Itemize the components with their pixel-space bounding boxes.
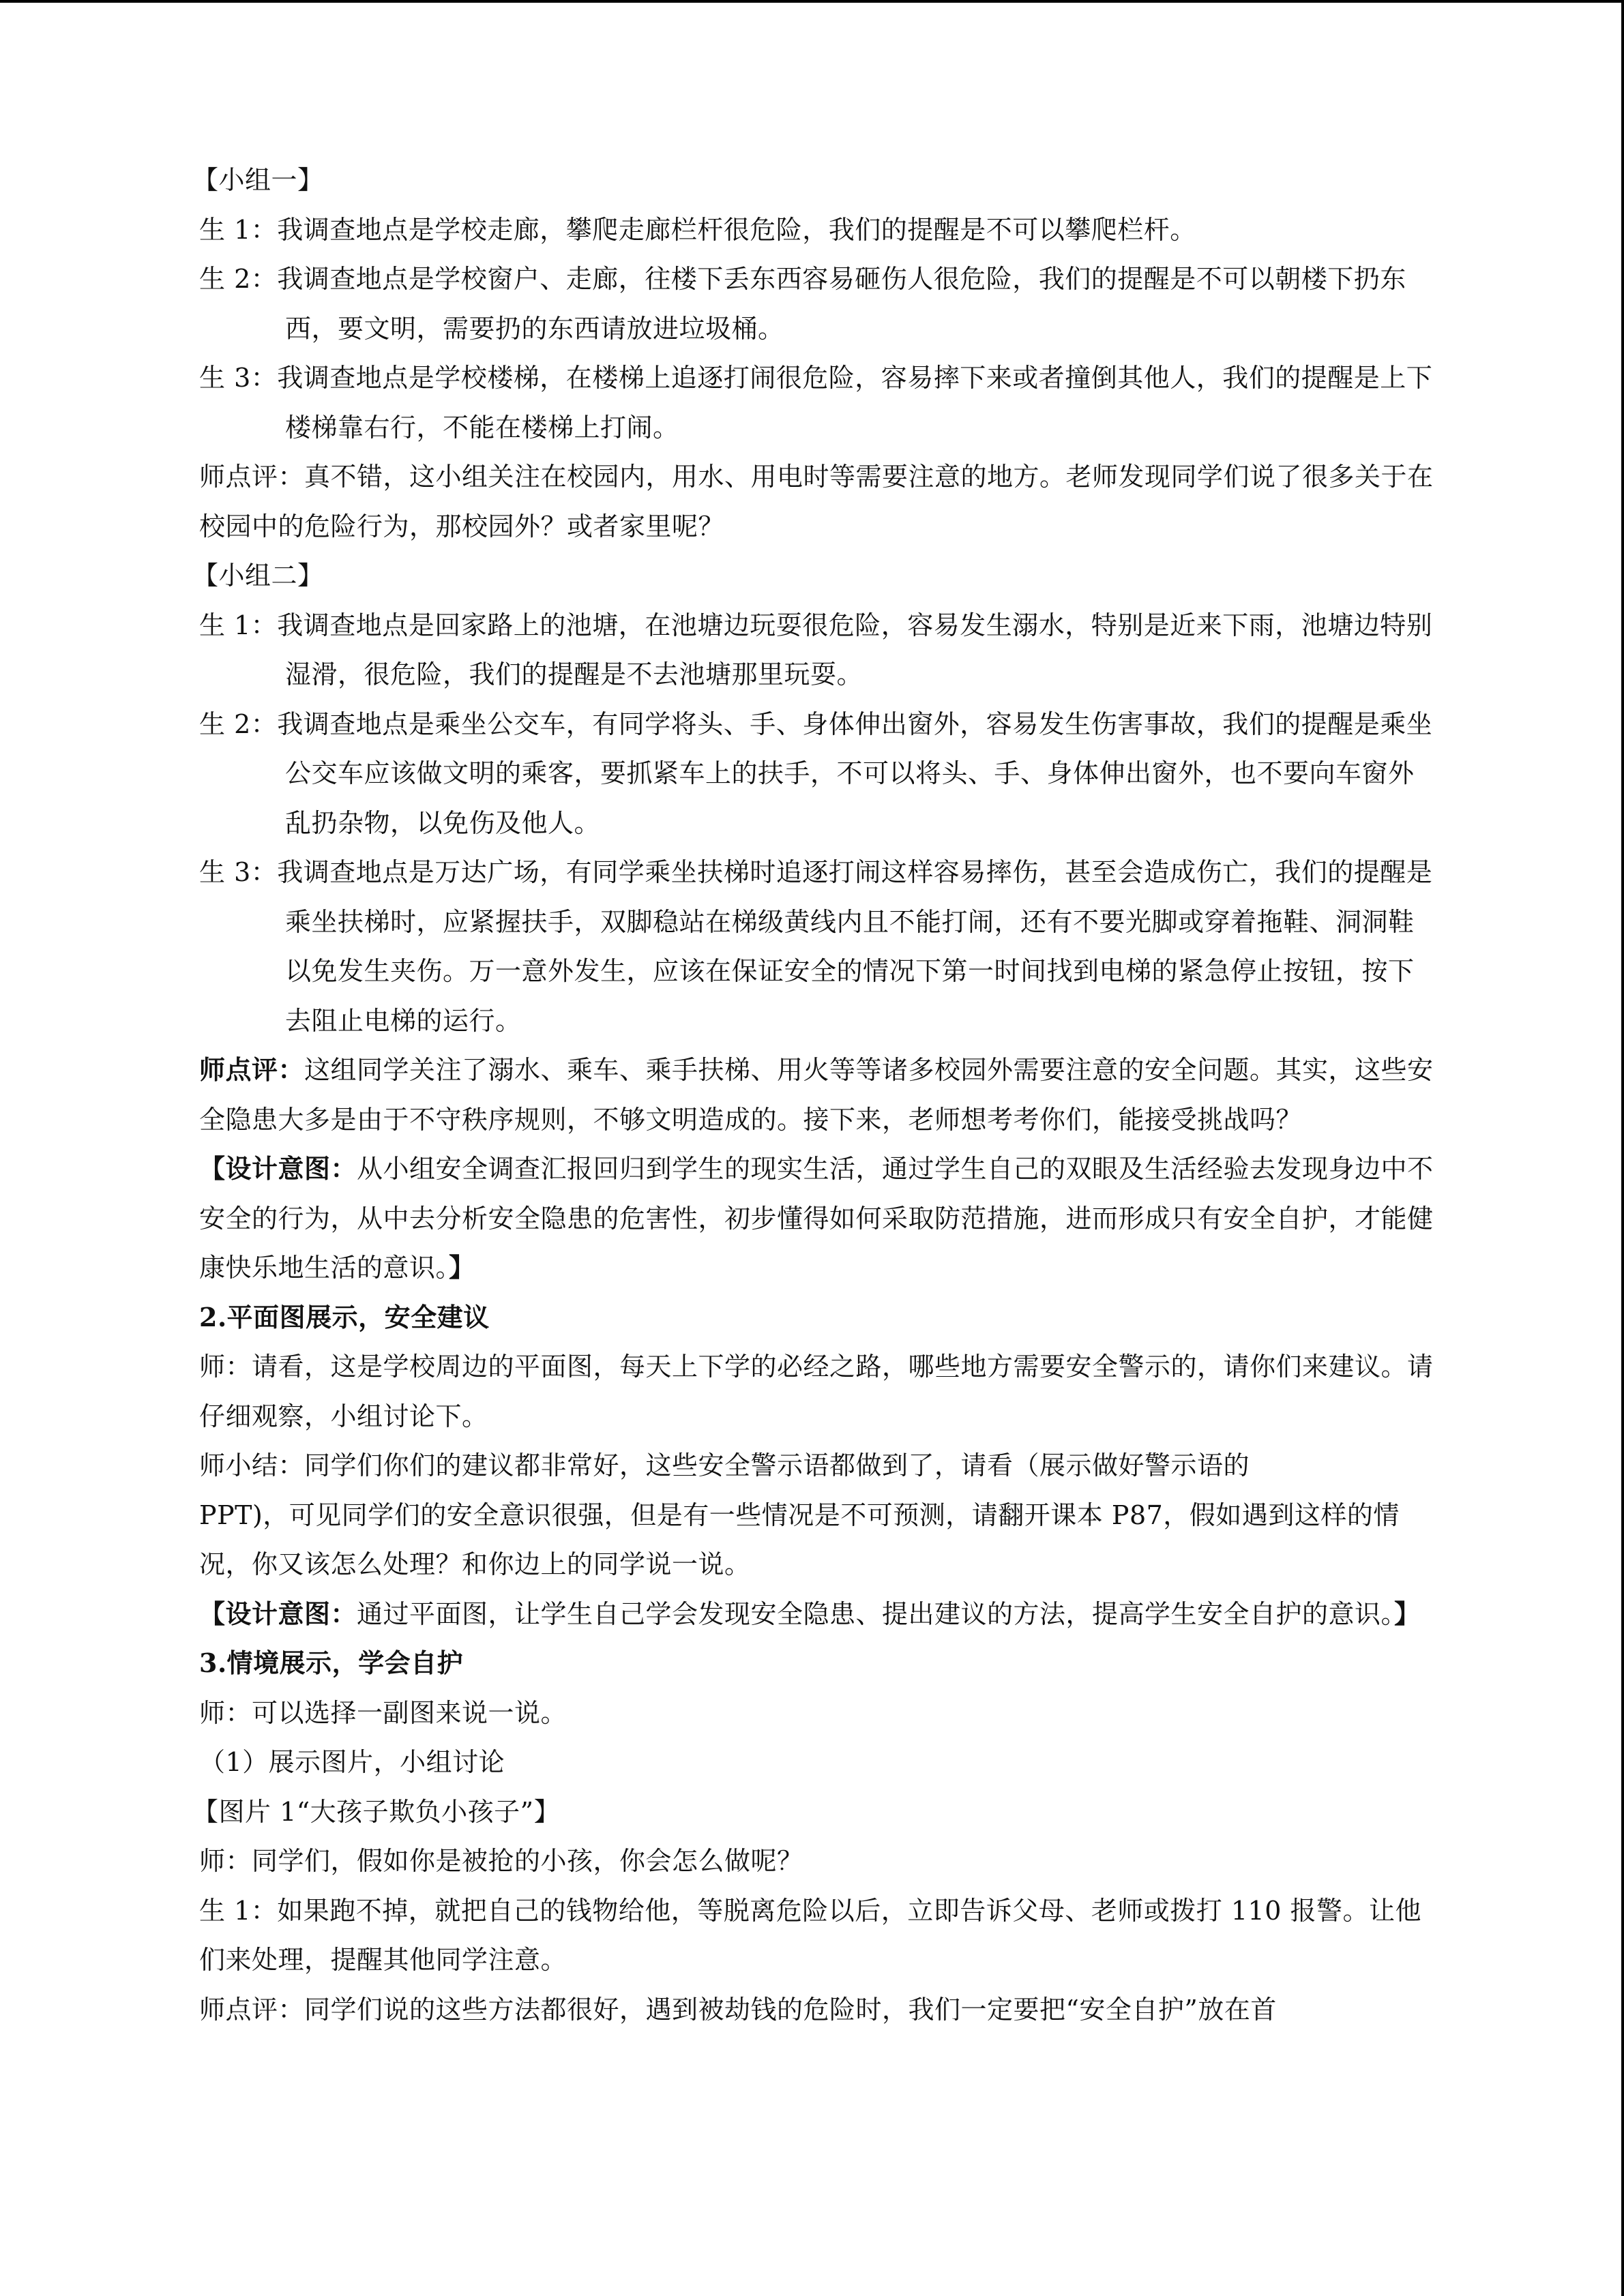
design-intent-label: 【设计意图： bbox=[199, 1153, 357, 1184]
section3-heading: 3.情境展示，学会自护 bbox=[199, 1648, 464, 1678]
design-intent-text: 从小组安全调查汇报回归到学生的现实生活，通过学生自己的双眼及生活经验去发现身边中不安全的行为，从中去分析安全隐患的危害性，初步懂得如何采取防范措施，进而形成只有安全自护，才能健康快乐地生活的意识。 bbox=[199, 1154, 1434, 1283]
section3-subheading: （1）展示图片，小组讨论 bbox=[199, 1747, 505, 1777]
section3-teacher-comment: 师点评：同学们说的这些方法都很好，遇到被劫钱的危险时，我们一定要把“安全自护”放在首 bbox=[199, 1994, 1277, 2025]
design-intent-label: 【设计意图： bbox=[199, 1598, 357, 1629]
section2-summary-line2: PPT)，可见同学们的安全意识很强，但是有一些情况是不可预测，请翻开课本 P87，假如遇到这样的情况，你又该怎么处理？和你边上的同学说一说。 bbox=[199, 1500, 1400, 1579]
section3-question: 师：同学们，假如你是被抢的小孩，你会怎么做呢？ bbox=[199, 1846, 803, 1876]
section3-student1: 生 1：如果跑不掉，就把自己的钱物给他，等脱离危险以后，立即告诉父母、老师或拨打 110 报警。让他们来处理，提醒其他同学注意。 bbox=[199, 1895, 1421, 1975]
group1-student1: 生 1：我调查地点是学校走廊，攀爬走廊栏杆很危险，我们的提醒是不可以攀爬栏杆。 bbox=[199, 214, 1196, 245]
group1-student2: 生 2：我调查地点是学校窗户、走廊，往楼下丢东西容易砸伤人很危险，我们的提醒是不可以朝楼下扔东西，要文明，需要扔的东西请放进垃圾桶。 bbox=[199, 264, 1406, 344]
design-intent-text: 通过平面图，让学生自己学会发现安全隐患、提出建议的方法，提高学生安全自护的意识。 bbox=[357, 1598, 1395, 1629]
section3-teacher: 师：可以选择一副图来说一说。 bbox=[199, 1697, 567, 1728]
comment-label: 师点评： bbox=[199, 1054, 305, 1085]
group2-heading: 【小组二】 bbox=[192, 561, 324, 591]
design-intent-2 bbox=[199, 1590, 1435, 1639]
group1-teacher-comment: 师点评：真不错，这小组关注在校园内，用水、用电时等需要注意的地方。老师发现同学们说了很多关于在校园中的危险行为，那校园外？或者家里呢？ bbox=[199, 462, 1434, 541]
group1-heading: 【小组一】 bbox=[192, 165, 324, 195]
comment-text: 这组同学关注了溺水、乘车、乘手扶梯、用火等等诸多校园外需要注意的安全问题。其实，这些安全隐患大多是由于不守秩序规则，不够文明造成的。接下来，老师想考考你们，能接受挑战吗？ bbox=[199, 1055, 1434, 1135]
section2-teacher: 师：请看，这是学校周边的平面图，每天上下学的必经之路，哪些地方需要安全警示的，请你们来建议。请仔细观察，小组讨论下。 bbox=[199, 1352, 1434, 1431]
group2-student1: 生 1：我调查地点是回家路上的池塘，在池塘边玩耍很危险，容易发生溺水，特别是近来下雨，池塘边特别湿滑，很危险，我们的提醒是不去池塘那里玩耍。 bbox=[199, 610, 1433, 689]
design-intent-close: 】 bbox=[1394, 1598, 1421, 1629]
group2-student3: 生 3：我调查地点是万达广场，有同学乘坐扶梯时追逐打闹这样容易摔伤，甚至会造成伤亡，我们的提醒是乘坐扶梯时，应紧握扶手，双脚稳站在梯级黄线内且不能打闹，还有不要光脚或穿着拖鞋、洞洞鞋以免发生夹伤。万一意外发生，应该在保证安全的情况下第一时间找到电梯的紧急停止按钮，按下去阻止电梯的运行。 bbox=[199, 857, 1433, 1036]
group2-student2: 生 2：我调查地点是乘坐公交车，有同学将头、手、身体伸出窗外，容易发生伤害事故，我们的提醒是乘坐公交车应该做文明的乘客，要抓紧车上的扶手，不可以将头、手、身体伸出窗外，也不要向车窗外乱扔杂物，以免伤及他人。 bbox=[199, 709, 1433, 838]
document-body bbox=[192, 155, 1435, 2034]
section3-picture-label: 【图片 1“大孩子欺负小孩子”】 bbox=[192, 1796, 561, 1827]
group1-student3: 生 3：我调查地点是学校楼梯，在楼梯上追逐打闹很危险，容易摔下来或者撞倒其他人，我们的提醒是上下楼梯靠右行，不能在楼梯上打闹。 bbox=[199, 363, 1433, 443]
section2-summary-line1: 师小结：同学们你们的建议都非常好，这些安全警示语都做到了，请看（展示做好警示语的 bbox=[199, 1450, 1250, 1480]
section2-heading: 2.平面图展示，安全建议 bbox=[199, 1301, 490, 1332]
group2-teacher-comment bbox=[199, 1045, 1435, 1144]
design-intent-1 bbox=[199, 1144, 1435, 1293]
design-intent-close: 】 bbox=[449, 1252, 475, 1283]
